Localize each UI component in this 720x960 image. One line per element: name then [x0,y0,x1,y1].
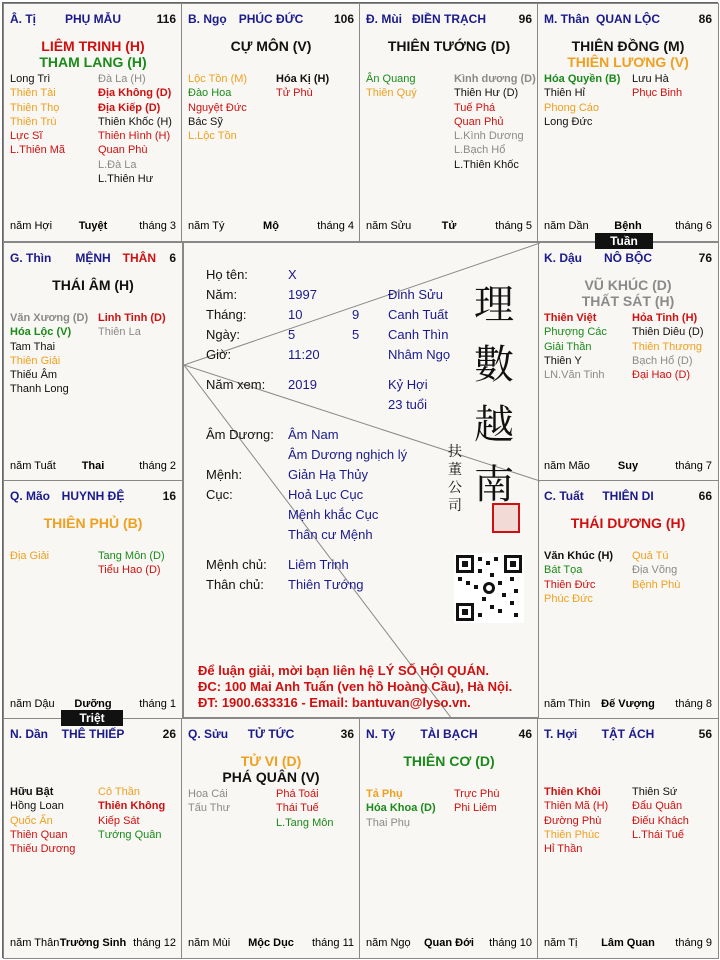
left-star-column [366,72,417,101]
tuan-tag: Tuần [595,233,653,249]
main-star: LIÊM TRINH (H) [41,38,145,54]
left-star-column [544,72,620,129]
truong-sinh-stage: Trường Sinh [59,937,127,949]
minor-star: Cô Thần [98,786,140,798]
minor-star: Quan Phủ [454,115,504,128]
than-marker: THÂN [122,251,156,265]
year-label: Năm: [206,287,238,302]
footer-month: tháng 9 [675,937,712,949]
minor-star: Đường Phù [544,814,602,827]
minor-star: Thiên Giải [10,354,61,367]
thanchu-value: Thiên Tướng [288,577,364,592]
brand-logo [470,273,530,543]
minor-star: Giải Thần [544,340,592,353]
minor-star: Đào Hoa [188,87,232,100]
name-value: X [288,267,297,282]
footer-month: tháng 10 [489,937,532,949]
palace-name: TÀI BẠCH [420,727,478,741]
left-star-column [544,311,607,382]
menh-value: Giản Hạ Thủy [288,467,368,482]
palace-name: THIÊN DI [602,489,654,503]
right-star-column [632,549,680,592]
name-label: Họ tên: [206,267,248,282]
truong-sinh-stage: Mộ [263,220,279,232]
palace-name: THÊ THIẾP [61,727,125,741]
minor-star: Văn Khúc (H) [544,550,614,562]
cuc-value: Hoả Lục Cục [288,487,364,502]
minor-star: Lưu Hà [632,73,669,85]
minor-star: Quả Tú [632,550,669,562]
brand-small-text: 扶 董 公 司 [448,444,462,514]
truong-sinh-stage: Dưỡng [74,698,112,710]
minor-star: L.Bạch Hổ [454,144,506,157]
cuc-label: Cục: [206,487,233,502]
minor-star: Thiên Trù [10,115,57,128]
main-star: CỰ MÔN (V) [230,38,312,54]
right-star-column [454,72,536,172]
minor-star: Phi Liêm [454,802,497,815]
minor-star: Long Trì [10,73,51,85]
left-star-column [10,549,49,563]
cuc-note-2: Thân cư Mệnh [288,527,373,542]
palace-footer [188,937,354,950]
palace-hoi [537,718,719,959]
footer-year: năm Tý [188,220,225,232]
view-age: 23 tuổi [388,397,428,412]
can-chi: N. Tý [366,727,396,741]
footer-month: tháng 8 [675,698,712,710]
minor-star: Quốc Ấn [10,814,53,827]
minor-star: L.Kình Dương [454,130,524,143]
brand-char-3: 越 [474,402,514,448]
main-star: THÁI DƯƠNG (H) [570,515,686,531]
minor-star: Địa Không (D) [98,87,172,100]
palace-header [188,12,354,26]
contact-line-2: ĐC: 100 Mai Anh Tuấn (ven hồ Hoàng Cầu), Hà Nội. [198,679,513,694]
minor-star: Phong Cáo [544,101,600,114]
contact-line-3[interactable]: ĐT: 1900.633316 - Email: bantuvan@lyso.vn. [198,695,471,710]
left-star-column [366,787,436,830]
footer-month: tháng 2 [139,460,176,472]
hour-label: Giờ: [206,347,232,362]
footer-year: năm Dần [544,220,589,232]
palace-footer [10,220,176,233]
day-value: 5 [288,327,296,342]
minor-star: L.Thiên Khốc [454,158,519,171]
minor-star: Bát Tọa [544,564,583,577]
right-star-column [98,549,165,578]
qr-code[interactable] [454,553,524,623]
palace-footer [188,220,354,233]
right-star-column [454,787,499,816]
minor-star: Bác Sỹ [188,115,223,128]
minor-star: Hỏa Tinh (H) [632,312,698,324]
can-chi: M. Thân [544,12,590,26]
main-star: THÁI ÂM (H) [52,277,134,293]
footer-year: năm Mão [544,460,590,472]
minor-star: Kiếp Sát [98,814,140,827]
footer-month: tháng 4 [317,220,354,232]
footer-month: tháng 3 [139,220,176,232]
minor-star: Địa Kiếp (D) [98,101,161,114]
brand-char-2: 數 [474,342,514,388]
palace-ngo [181,3,361,242]
footer-month: tháng 7 [675,460,712,472]
minor-star: Thái Tuế [276,802,319,815]
minor-star: Tả Phụ [366,788,403,800]
year-value: 1997 [288,287,317,302]
minor-star: Phượng Các [544,326,607,339]
main-star: THIÊN ĐỒNG (M) [571,38,685,54]
minor-star: L.Thiên Hư [98,173,154,186]
truong-sinh-stage: Bệnh [614,220,642,232]
palace-mui [359,3,539,242]
brand-char-4: 南 [474,462,514,508]
minor-star: Lực Sĩ [10,130,43,143]
left-star-column [10,785,75,856]
palace-age: 116 [156,12,176,26]
hour-canchi: Nhâm Ngọ [388,347,451,362]
minor-star: Tướng Quân [98,828,162,841]
month-label: Tháng: [206,307,247,322]
truong-sinh-stage: Đế Vượng [601,698,655,710]
palace-name: ĐIỀN TRẠCH [412,12,486,26]
footer-year: năm Mùi [188,937,231,949]
minor-star: Thiên Đức [544,578,596,591]
amduong-value: Âm Nam [288,427,339,442]
palace-than [537,3,719,242]
palace-footer [544,937,712,950]
hour-value: 11:20 [288,347,320,362]
palace-mao [3,480,183,720]
minor-star: Hữu Bật [10,786,54,798]
left-star-column [10,311,88,397]
minor-star: Hóa Kị (H) [276,73,330,85]
footer-month: tháng 5 [495,220,532,232]
palace-name: PHÚC ĐỨC [238,12,304,26]
footer-year: năm Sửu [366,220,412,232]
minor-star: Thiên Diêu (D) [632,326,704,339]
palace-age: 6 [169,251,176,265]
palace-age: 86 [698,12,712,26]
minor-star: Hoa Cái [188,788,228,800]
footer-year: năm Thân [10,937,60,949]
palace-name: NÔ BỘC [604,251,652,265]
minor-star: Nguyệt Đức [188,101,247,114]
palace-footer [544,698,712,711]
minor-star: Thiên Phúc [544,828,600,841]
left-star-column [544,549,613,606]
footer-month: tháng 6 [675,220,712,232]
minor-star: Thiên Hỉ [544,87,585,100]
main-star: THIÊN TƯỚNG (D) [387,38,511,54]
palace-tuat [537,480,719,720]
minor-star: Thiếu Âm [10,369,58,382]
minor-star: Hóa Khoa (D) [366,802,436,815]
minor-star: Tử Phù [276,87,313,100]
palace-age: 76 [698,251,712,265]
minor-star: L.Thiên Mã [10,144,66,157]
can-chi: N. Dần [10,727,49,741]
horoscope-chart [2,2,718,958]
palace-name: HUYNH ĐỆ [61,489,125,503]
palace-age: 66 [698,489,712,503]
footer-year: năm Tị [544,937,578,949]
footer-year: năm Tuất [10,460,56,472]
palace-header [544,12,712,26]
footer-month: tháng 12 [133,937,176,949]
minor-star: Thiếu Dương [10,843,76,856]
palace-header [188,727,354,741]
truong-sinh-stage: Lâm Quan [601,937,655,949]
truong-sinh-stage: Suy [617,460,639,472]
palace-header [544,251,712,265]
minor-star: Tam Thai [10,340,56,353]
minor-star: Phúc Đức [544,592,593,605]
palace-header [10,12,176,26]
right-star-column [632,785,689,842]
amduong-label: Âm Dương: [206,427,274,442]
month-value: 10 [288,307,303,322]
main-star: PHÁ QUÂN (V) [222,769,320,785]
minor-star: Kình dương (D) [454,73,536,85]
right-star-column [98,72,172,186]
palace-age: 26 [162,727,176,741]
palace-footer [10,937,176,950]
can-chi: K. Dậu [544,251,583,265]
right-star-column [276,787,333,830]
triet-tag: Triệt [61,710,123,726]
footer-month: tháng 1 [139,698,176,710]
menh-label: Mệnh: [206,467,243,482]
right-star-column [98,311,166,340]
minor-star: Thiên Thương [632,340,703,353]
minor-star: Thiên La [98,326,141,339]
right-star-column [632,72,682,101]
left-star-column [188,787,230,816]
menhchu-label: Mệnh chủ: [206,557,267,572]
thanchu-label: Thân chủ: [206,577,264,592]
palace-footer [544,460,712,473]
minor-star: Quan Phù [98,144,148,157]
palace-footer [10,460,176,473]
minor-star: L.Đà La [98,158,137,171]
minor-star: Tấu Thư [188,802,231,815]
can-chi: C. Tuất [544,489,584,503]
can-chi: B. Ngọ [188,12,227,26]
minor-star: L.Lộc Tồn [188,130,237,143]
minor-star: Tang Môn (D) [98,550,165,562]
main-star: THẤT SÁT (H) [581,293,675,309]
minor-star: Thiên Tài [10,87,56,100]
main-star: VŨ KHÚC (D) [584,277,672,293]
minor-star: Địa Giải [10,550,50,562]
minor-star: Tiểu Hao (D) [98,564,161,577]
palace-header [544,489,712,503]
palace-name: TỬ TỨC [247,727,295,741]
palace-age: 96 [518,12,532,26]
minor-star: Thiên Không [98,800,166,813]
minor-star: Thiên Sứ [632,786,678,798]
minor-star: Phá Toái [276,788,319,800]
minor-star: Địa Võng [632,564,678,577]
cuc-note-1: Mệnh khắc Cục [288,507,379,522]
truong-sinh-stage: Tử [441,220,457,232]
palace-header [366,12,532,26]
minor-star: Đại Hao (D) [632,369,691,382]
palace-name: QUAN LỘC [596,12,660,26]
palace-dan [3,718,183,959]
minor-star: LN.Văn Tinh [544,369,605,382]
minor-star: Hồng Loan [10,800,64,813]
palace-suu [181,718,361,959]
minor-star: Tuế Phá [454,101,496,114]
can-chi: Â. Tị [10,12,36,26]
minor-star: Hóa Lộc (V) [10,326,72,339]
amduong-note: Âm Dương nghịch lý [288,447,408,462]
minor-star: Linh Tinh (D) [98,312,166,324]
can-chi: T. Hợi [544,727,578,741]
palace-header [544,727,712,741]
year-canchi: Đinh Sửu [388,287,443,302]
minor-star: Thiên Thọ [10,101,60,114]
seal-stamp [492,503,520,533]
center-info-panel [183,242,539,718]
can-chi: Đ. Mùi [366,12,402,26]
month-lunar: 9 [352,307,360,322]
minor-star: Bạch Hổ (D) [632,354,693,367]
palace-thin [3,242,183,482]
palace-dau [537,242,719,482]
contact-line-1: Để luận giải, mời bạn liên hệ LÝ SỐ HỘI QUÁN. [198,663,489,678]
palace-header [10,489,176,503]
minor-star: Trực Phù [454,788,500,800]
main-star: THIÊN CƠ (D) [403,753,495,769]
month-canchi: Canh Tuất [388,307,448,322]
minor-star: Long Đức [544,115,593,128]
brand-char-1: 理 [474,282,514,328]
minor-star: Thiên Hình (H) [98,130,171,143]
minor-star: Thiên Khốc (H) [98,115,172,128]
palace-header [10,727,176,741]
palace-name: TẬT ÁCH [601,727,655,741]
palace-age: 16 [162,489,176,503]
minor-star: Thiên Quan [10,828,68,841]
minor-star: Thiên Hư (D) [454,87,519,100]
day-label: Ngày: [206,327,240,342]
view-year-canchi: Kỷ Hợi [388,377,428,392]
view-year-label: Năm xem: [206,377,266,392]
main-star: THIÊN PHỦ (B) [43,515,143,531]
can-chi: Q. Mão [10,489,51,503]
palace-age: 36 [340,727,354,741]
minor-star: Hỉ Thần [544,843,583,856]
minor-star: Lộc Tồn (M) [188,73,248,85]
palace-footer [366,220,532,233]
footer-year: năm Thìn [544,698,591,710]
truong-sinh-stage: Quan Đới [424,937,474,949]
minor-star: Phục Binh [632,87,683,100]
day-canchi: Canh Thìn [388,327,449,342]
left-star-column [188,72,247,143]
footer-year: năm Dậu [10,698,55,710]
minor-star: Thiên Quý [366,87,417,100]
palace-header [366,727,532,741]
palace-ty2 [359,718,539,959]
palace-age: 46 [518,727,532,741]
main-star: TỬ VI (D) [240,753,302,769]
minor-star: L.Thái Tuế [632,828,684,841]
truong-sinh-stage: Tuyệt [78,220,108,232]
palace-name: MỆNH [75,251,111,265]
palace-footer [544,220,712,233]
right-star-column [276,72,329,101]
minor-star: Điếu Khách [632,814,689,827]
right-star-column [632,311,704,382]
minor-star: Hóa Quyền (B) [544,73,621,85]
palace-name: PHỤ MẪU [65,12,121,26]
minor-star: L.Tang Môn [276,816,334,829]
truong-sinh-stage: Mộc Dục [248,937,294,949]
view-year-value: 2019 [288,377,317,392]
left-star-column [10,72,65,158]
can-chi: G. Thìn [10,251,52,265]
right-star-column [98,785,165,842]
minor-star: Đà La (H) [98,73,146,85]
truong-sinh-stage: Thai [81,460,105,472]
minor-star: Thai Phụ [366,816,411,829]
menhchu-value: Liêm Trinh [288,557,349,572]
minor-star: Thiên Việt [544,312,597,324]
minor-star: Ân Quang [366,73,416,85]
palace-age: 106 [333,12,354,26]
can-chi: Q. Sửu [188,727,229,741]
palace-age: 56 [698,727,712,741]
footer-month: tháng 11 [311,937,354,949]
palace-ty [3,3,183,242]
main-star: THIÊN LƯƠNG (V) [567,54,689,70]
minor-star: Bệnh Phù [632,578,681,591]
palace-footer [366,937,532,950]
palace-header [10,251,176,265]
minor-star: Thiên Y [544,354,582,367]
minor-star: Đẩu Quân [632,800,683,813]
footer-year: năm Hợi [10,220,53,232]
minor-star: Thanh Long [10,383,69,396]
minor-star: Văn Xương (D) [10,312,89,324]
main-star: THAM LANG (H) [39,54,147,70]
minor-star: Thiên Khôi [544,786,601,798]
day-lunar: 5 [352,327,360,342]
left-star-column [544,785,608,856]
minor-star: Thiên Mã (H) [544,800,609,813]
footer-year: năm Ngọ [366,937,411,949]
